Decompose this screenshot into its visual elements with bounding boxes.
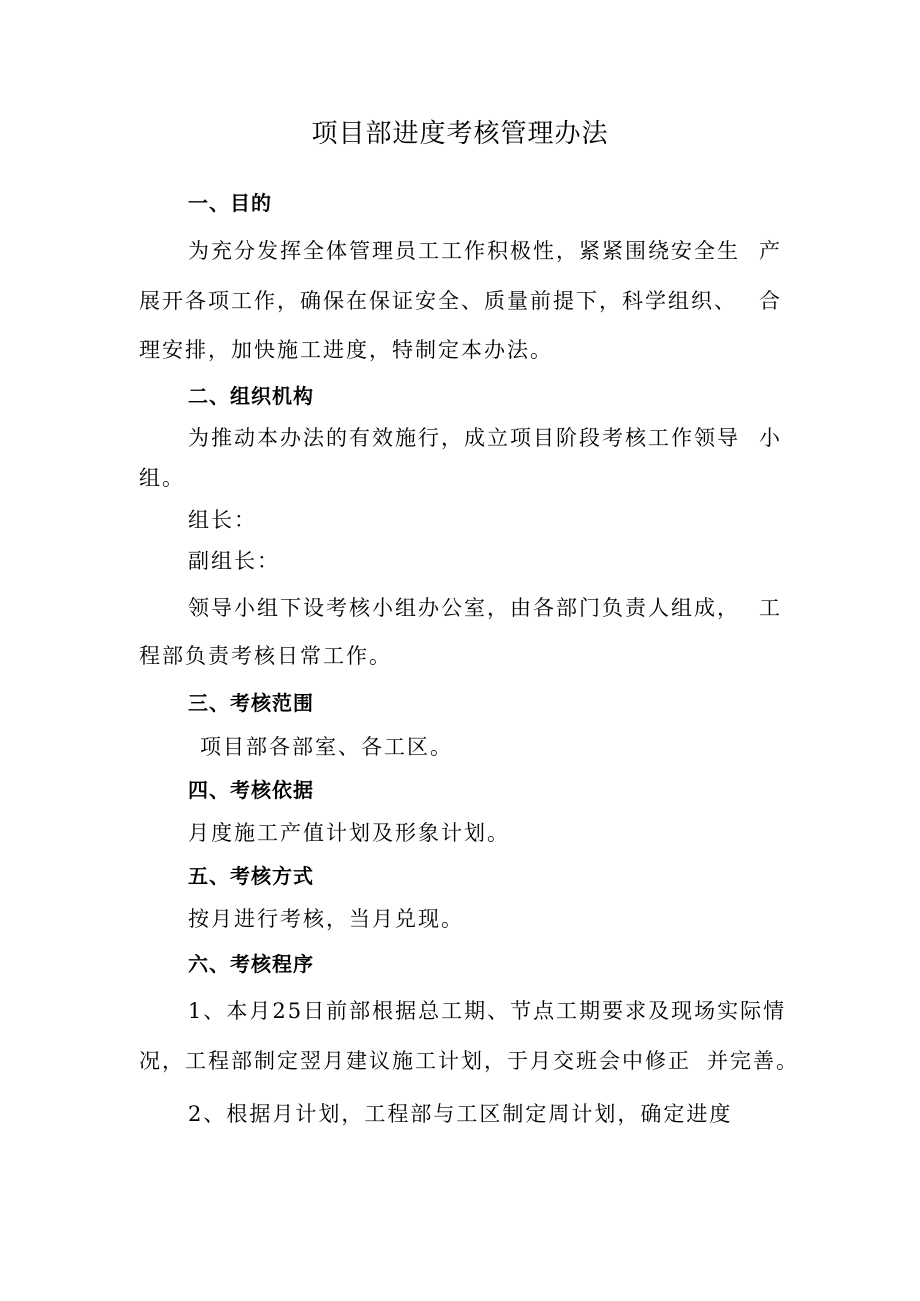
text-segment: 领导小组下设考核小组办公室，由各部门负责人组成， bbox=[188, 596, 740, 620]
organization-paragraph2-line-1 bbox=[188, 593, 782, 623]
text-segment: 产 bbox=[759, 239, 782, 263]
section-heading-procedure: 六、考核程序 bbox=[188, 952, 314, 976]
organization-paragraph-line-1 bbox=[188, 423, 782, 453]
section-heading-organization: 二、组织机构 bbox=[188, 384, 314, 408]
text-segment: 工 bbox=[759, 596, 782, 620]
deputy-leader-label: 副组长： bbox=[188, 549, 280, 573]
text-segment: 为推动本办法的有效施行，成立项目阶段考核工作领导 bbox=[188, 426, 740, 450]
text-segment: 1、本月25日前部根据总工期、节点工期要求及现场实 bbox=[188, 999, 741, 1023]
text-segment: 小 bbox=[759, 426, 782, 450]
text-segment: 为充分发挥全体管理员工工作积极性，紧紧围绕安全生 bbox=[188, 239, 740, 263]
text-segment: 并完善。 bbox=[707, 1049, 799, 1073]
section-heading-purpose: 一、目的 bbox=[188, 191, 272, 215]
method-text: 按月进行考核，当月兑现。 bbox=[188, 907, 464, 931]
text-segment: 况，工程部制定翌月建议施工计划，于月交班会中修正 bbox=[139, 1049, 691, 1073]
section-heading-basis: 四、考核依据 bbox=[188, 778, 314, 802]
procedure-item2-line-1: 2、根据月计划，工程部与工区制定周计划，确定进度 bbox=[188, 1102, 733, 1126]
purpose-paragraph-line-3: 理安排，加快施工进度，特制定本办法。 bbox=[139, 338, 553, 362]
text-segment: 际情 bbox=[740, 999, 787, 1023]
purpose-paragraph-line-2 bbox=[139, 286, 782, 316]
procedure-item1-line-1 bbox=[188, 996, 787, 1026]
section-heading-scope: 三、考核范围 bbox=[188, 691, 314, 715]
organization-paragraph2-line-2: 程部负责考核日常工作。 bbox=[139, 644, 392, 668]
procedure-item1-line-2 bbox=[139, 1046, 799, 1076]
section-heading-method: 五、考核方式 bbox=[188, 864, 314, 888]
scope-text: 项目部各部室、各工区。 bbox=[200, 735, 453, 759]
leader-label: 组长： bbox=[188, 508, 257, 532]
text-segment: 展开各项工作，确保在保证安全、质量前提下，科学组织、 bbox=[139, 289, 737, 313]
organization-paragraph-line-2: 组。 bbox=[139, 466, 185, 490]
basis-text: 月度施工产值计划及形象计划。 bbox=[188, 821, 510, 845]
purpose-paragraph-line-1 bbox=[188, 236, 782, 266]
text-segment: 合 bbox=[759, 289, 782, 313]
page-title: 项目部进度考核管理办法 bbox=[311, 119, 609, 149]
